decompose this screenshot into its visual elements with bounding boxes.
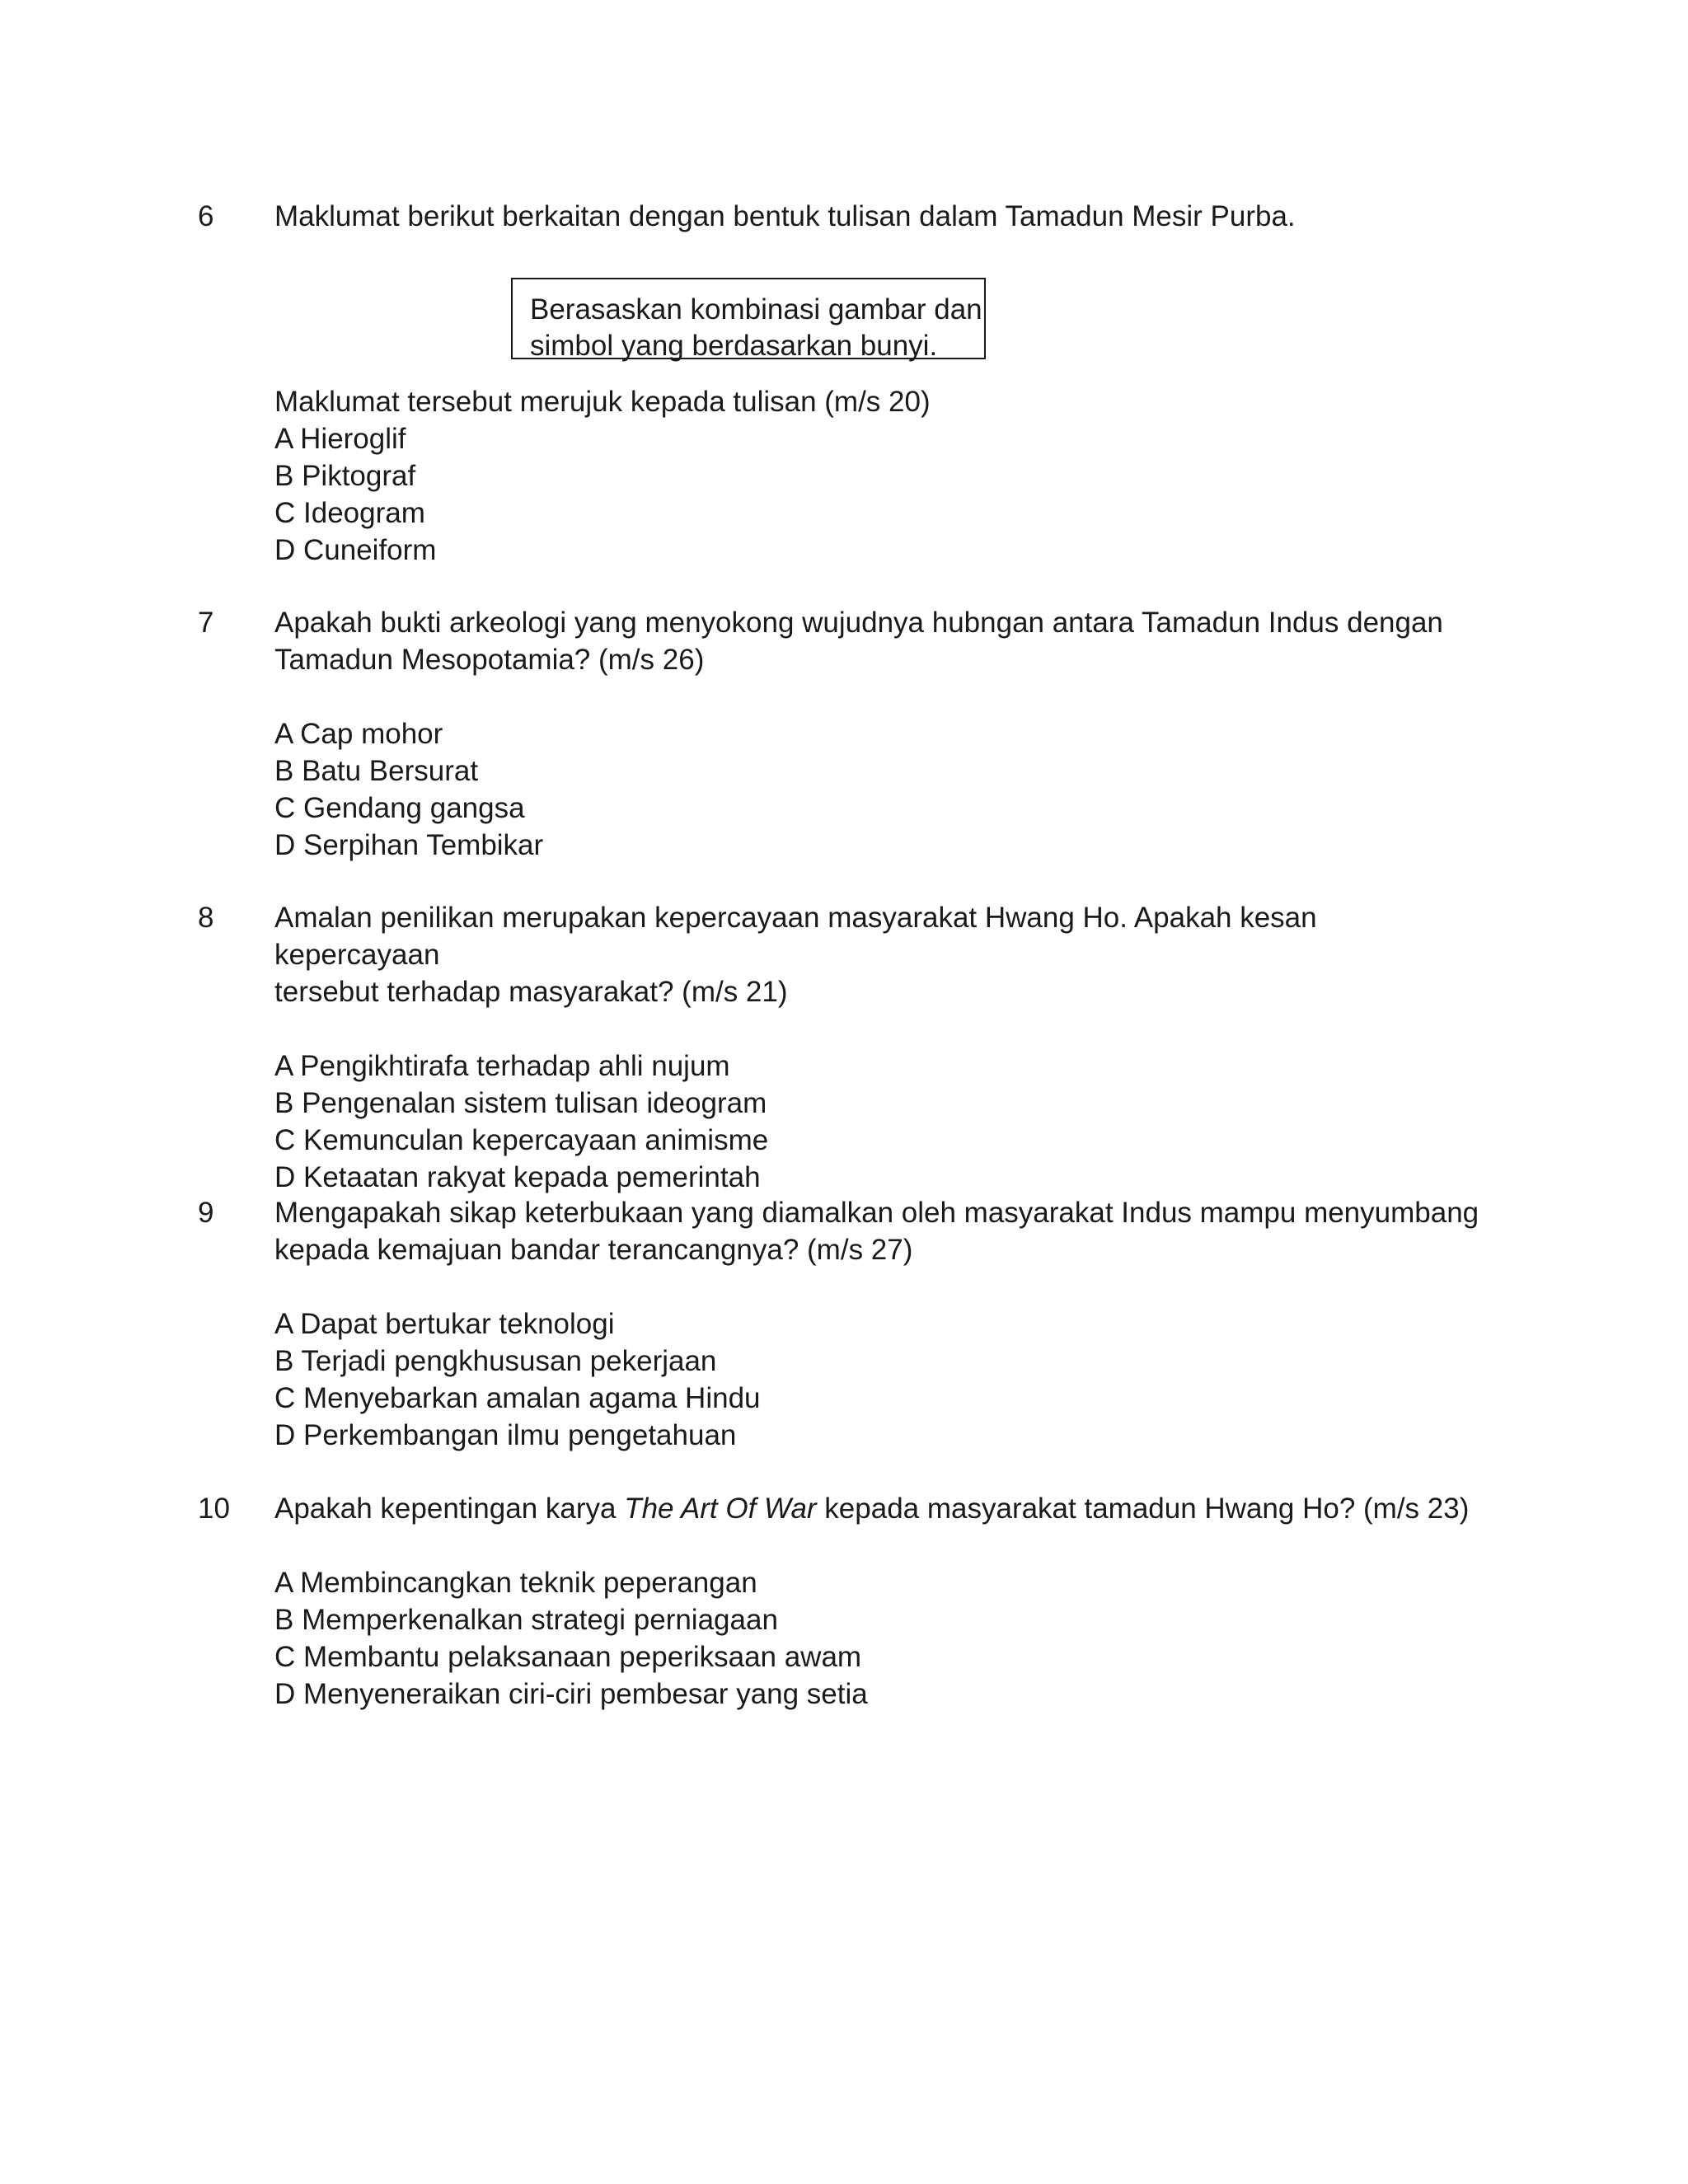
option-b[interactable]: B Batu Bersurat bbox=[274, 755, 479, 787]
question-text-line: kepada kemajuan bandar terancangnya? (m/s 27) bbox=[274, 1234, 913, 1266]
question-prompt: Maklumat tersebut merujuk kepada tulisan (m/s 20) bbox=[274, 386, 931, 418]
question-number: 10 bbox=[198, 1493, 230, 1525]
question-text-line: Tamadun Mesopotamia? (m/s 26) bbox=[274, 644, 705, 676]
option-c[interactable]: C Gendang gangsa bbox=[274, 792, 525, 824]
question-number: 7 bbox=[198, 607, 214, 639]
question-6 bbox=[198, 198, 1484, 235]
info-box-line: Berasaskan kombinasi gambar dan bbox=[530, 293, 982, 326]
question-9 bbox=[198, 1194, 1484, 1454]
option-c[interactable]: C Menyebarkan amalan agama Hindu bbox=[274, 1382, 761, 1414]
option-d[interactable]: D Cuneiform bbox=[274, 534, 437, 566]
question-6-answers bbox=[198, 383, 1484, 569]
option-c[interactable]: C Ideogram bbox=[274, 497, 425, 529]
option-a[interactable]: A Membincangkan teknik peperangan bbox=[274, 1567, 757, 1599]
option-a[interactable]: A Cap mohor bbox=[274, 718, 443, 750]
option-a[interactable]: A Pengikhtirafa terhadap ahli nujum bbox=[274, 1050, 730, 1082]
question-7 bbox=[198, 604, 1484, 864]
option-list bbox=[274, 1305, 1484, 1454]
option-b[interactable]: B Piktograf bbox=[274, 460, 416, 492]
info-box bbox=[511, 278, 986, 362]
info-box-line: simbol yang berdasarkan bunyi. bbox=[530, 330, 938, 362]
question-8 bbox=[198, 899, 1484, 1196]
option-list bbox=[274, 1564, 1484, 1713]
option-list bbox=[274, 420, 1484, 569]
option-b[interactable]: B Memperkenalkan strategi perniagaan bbox=[274, 1604, 778, 1636]
question-number: 8 bbox=[198, 902, 214, 934]
option-a[interactable]: A Dapat bertukar teknologi bbox=[274, 1308, 615, 1340]
book-title: The Art Of War bbox=[624, 1493, 817, 1525]
option-d[interactable]: D Menyeneraikan ciri-ciri pembesar yang setia bbox=[274, 1678, 868, 1710]
question-text-part: Apakah kepentingan karya bbox=[274, 1493, 625, 1525]
option-d[interactable]: D Perkembangan ilmu pengetahuan bbox=[274, 1419, 737, 1451]
option-c[interactable]: C Membantu pelaksanaan peperiksaan awam bbox=[274, 1641, 862, 1673]
question-text-line: Apakah bukti arkeologi yang menyokong wujudnya hubngan antara Tamadun Indus dengan bbox=[274, 607, 1443, 639]
option-list bbox=[274, 715, 1484, 864]
question-10 bbox=[198, 1490, 1484, 1713]
question-text-line: tersebut terhadap masyarakat? (m/s 21) bbox=[274, 976, 788, 1008]
option-d[interactable]: D Serpihan Tembikar bbox=[274, 829, 544, 861]
question-text-part: kepada masyarakat tamadun Hwang Ho? (m/s 23) bbox=[816, 1493, 1470, 1525]
question-text: Maklumat berikut berkaitan dengan bentuk tulisan dalam Tamadun Mesir Purba. bbox=[274, 200, 1296, 232]
option-a[interactable]: A Hieroglif bbox=[274, 423, 406, 455]
option-list bbox=[274, 1047, 1484, 1196]
option-c[interactable]: C Kemunculan kepercayaan animisme bbox=[274, 1124, 769, 1156]
question-number: 9 bbox=[198, 1197, 214, 1229]
question-text-line: Amalan penilikan merupakan kepercayaan masyarakat Hwang Ho. Apakah kesan kepercayaan bbox=[274, 902, 1317, 971]
option-b[interactable]: B Pengenalan sistem tulisan ideogram bbox=[274, 1087, 767, 1119]
option-d[interactable]: D Ketaatan rakyat kepada pemerintah bbox=[274, 1161, 761, 1193]
question-number: 6 bbox=[198, 200, 214, 232]
question-text bbox=[274, 1490, 1484, 1527]
option-b[interactable]: B Terjadi pengkhususan pekerjaan bbox=[274, 1345, 717, 1377]
question-text-line: Mengapakah sikap keterbukaan yang diamalkan oleh masyarakat Indus mampu menyumbang bbox=[274, 1197, 1479, 1229]
